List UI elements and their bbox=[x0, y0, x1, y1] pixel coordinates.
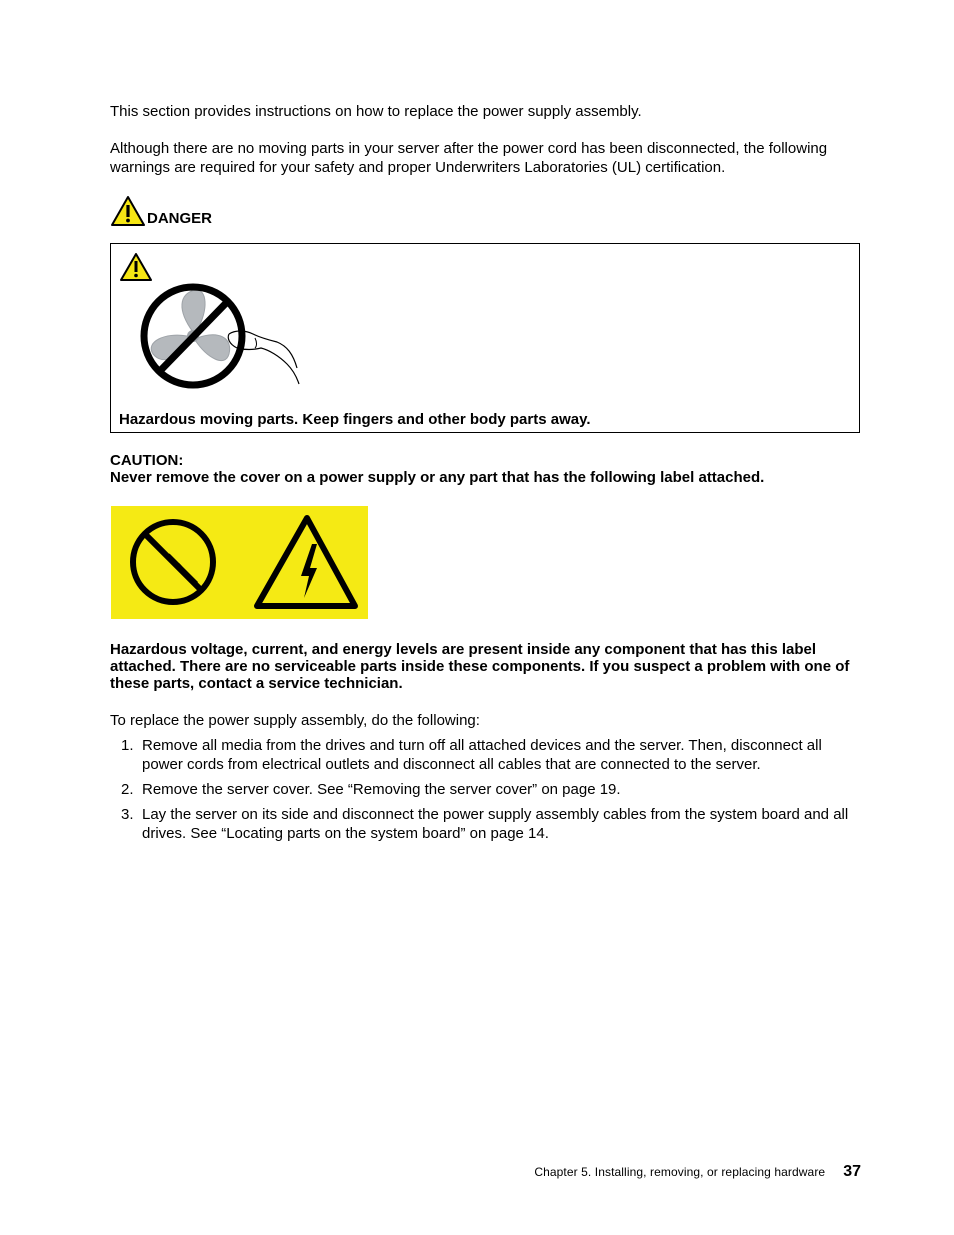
chapter-title: Chapter 5. Installing, removing, or replacing hardware bbox=[534, 1165, 826, 1179]
page-footer bbox=[516, 1163, 861, 1181]
warning-triangle-icon bbox=[110, 195, 146, 227]
danger-heading bbox=[110, 193, 212, 227]
intro-paragraph: This section provides instructions on how to replace the power supply assembly. bbox=[110, 103, 642, 120]
step-number: 3. bbox=[121, 806, 134, 823]
procedure-steps bbox=[110, 736, 865, 849]
voltage-warning: Hazardous voltage, current, and energy levels are present inside any component that has this label attached. There are no serviceable parts inside these components. If you suspect a problem with one of these parts, contact a service technician. bbox=[110, 641, 850, 692]
moving-parts-prohibited-icon bbox=[137, 280, 307, 392]
caution-title: CAUTION: bbox=[110, 452, 184, 469]
hazard-label-graphic bbox=[111, 506, 368, 619]
warning-intro-paragraph: Although there are no moving parts in your server after the power cord has been disconnected, the following warnings are required for your safety and proper Underwriters Laboratories (UL) certification. bbox=[110, 140, 828, 176]
procedure-intro: To replace the power supply assembly, do the following: bbox=[110, 712, 480, 729]
step-text: Remove all media from the drives and turn off all attached devices and the server. Then, disconnect all power cords from electrical outlets and disconnect all cables that are connected to the server. bbox=[142, 737, 822, 773]
page-number: 37 bbox=[843, 1163, 861, 1180]
hazard-text: Hazardous moving parts. Keep fingers and other body parts away. bbox=[119, 411, 591, 428]
hazard-label-image bbox=[111, 506, 368, 619]
step-item bbox=[110, 780, 865, 799]
step-text: Lay the server on its side and disconnect the power supply assembly cables from the system board and all drives. See “Locating parts on the system board” on page 14. bbox=[142, 806, 849, 842]
caution-text: Never remove the cover on a power supply or any part that has the following label attached. bbox=[110, 469, 765, 486]
danger-label: DANGER bbox=[147, 210, 213, 227]
step-item bbox=[110, 805, 865, 843]
warning-triangle-icon bbox=[119, 252, 153, 282]
step-number: 1. bbox=[121, 737, 134, 754]
danger-box bbox=[110, 243, 860, 433]
step-number: 2. bbox=[121, 781, 134, 798]
step-text: Remove the server cover. See “Removing the server cover” on page 19. bbox=[142, 781, 621, 798]
step-item bbox=[110, 736, 865, 774]
